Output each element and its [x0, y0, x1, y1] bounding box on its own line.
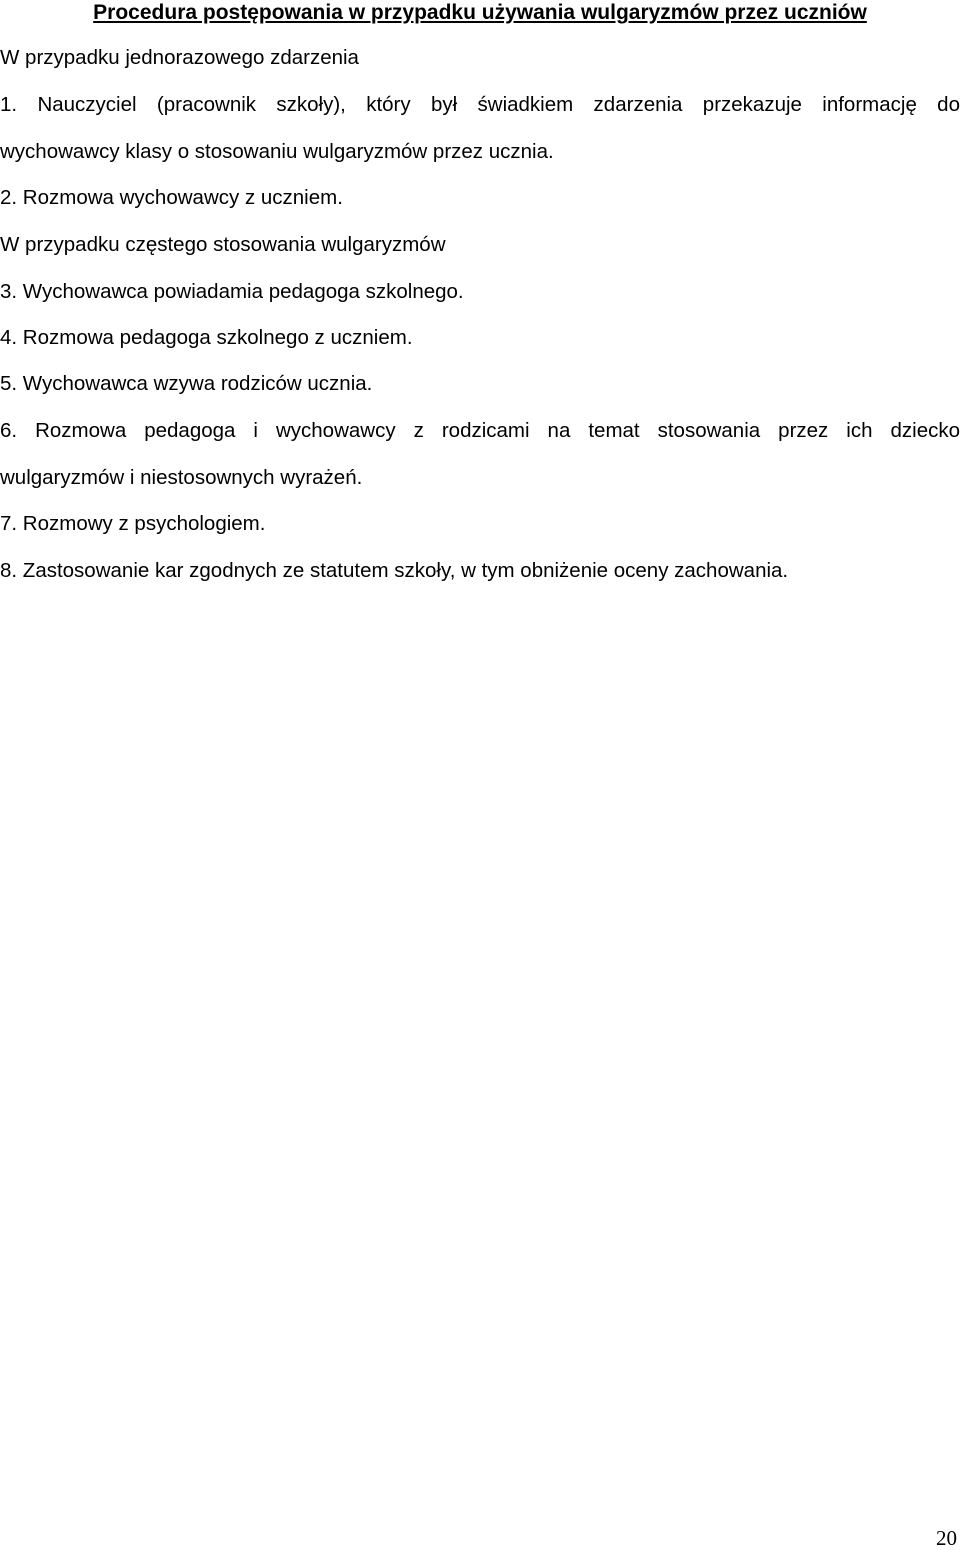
procedure-item-5: 5. Wychowawca wzywa rodziców ucznia. — [0, 372, 373, 395]
procedure-item-1-line-2: wychowawcy klasy o stosowaniu wulgaryzmów przez ucznia. — [0, 140, 554, 163]
section-heading-single: W przypadku jednorazowego zdarzenia — [0, 46, 359, 69]
procedure-item-7: 7. Rozmowy z psychologiem. — [0, 512, 266, 535]
procedure-item-4: 4. Rozmowa pedagoga szkolnego z uczniem. — [0, 326, 413, 349]
page-number: 20 — [936, 1526, 957, 1550]
procedure-item-6-line-1: 6. Rozmowa pedagoga i wychowawcy z rodzicami na temat stosowania przez ich dziecko — [0, 419, 960, 442]
procedure-item-3: 3. Wychowawca powiadamia pedagoga szkolnego. — [0, 280, 464, 303]
procedure-item-1-line-1: 1. Nauczyciel (pracownik szkoły), który był świadkiem zdarzenia przekazuje informację do — [0, 93, 960, 116]
procedure-item-6-line-2: wulgaryzmów i niestosownych wyrażeń. — [0, 466, 363, 489]
section-heading-frequent: W przypadku częstego stosowania wulgaryzmów — [0, 233, 446, 256]
document-title: Procedura postępowania w przypadku używania wulgaryzmów przez uczniów — [93, 1, 867, 24]
procedure-item-2: 2. Rozmowa wychowawcy z uczniem. — [0, 186, 343, 209]
procedure-item-8: 8. Zastosowanie kar zgodnych ze statutem szkoły, w tym obniżenie oceny zachowania. — [0, 559, 789, 582]
